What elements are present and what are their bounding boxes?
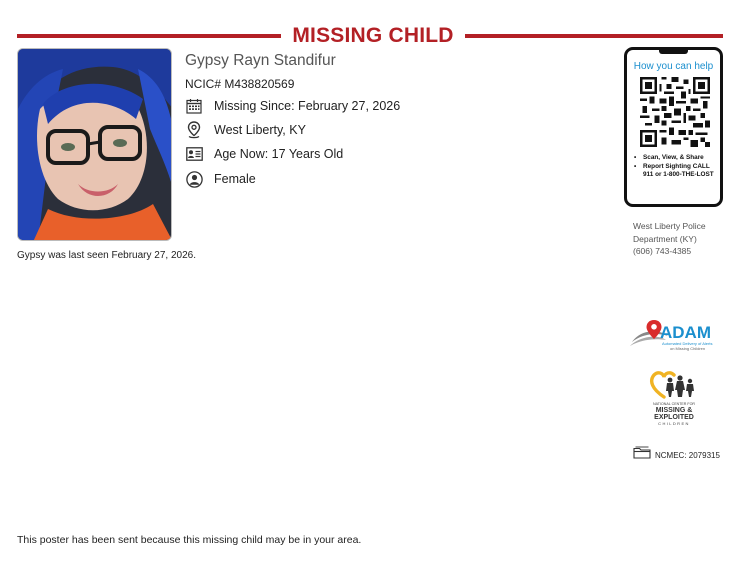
- adam-wordmark: ADAM: [660, 323, 711, 342]
- ncmec-line2: MISSING &: [655, 407, 693, 414]
- id-card-icon: [185, 145, 203, 163]
- last-seen-caption: Gypsy was last seen February 27, 2026.: [17, 250, 196, 261]
- sex-row: [185, 170, 256, 188]
- ncmec-line4: CHILDREN: [658, 421, 690, 426]
- missing-since-row: [185, 97, 400, 115]
- child-photo: [17, 48, 172, 241]
- help-bullets: [632, 154, 716, 180]
- help-panel: [624, 47, 723, 207]
- qr-code[interactable]: [640, 77, 710, 147]
- agency-contact: [633, 220, 733, 258]
- agency-phone: (606) 743-4385: [633, 246, 692, 256]
- agency-name-line2: Department (KY): [633, 233, 697, 244]
- ncmec-case-number: [633, 446, 720, 464]
- help-title: How you can help: [633, 61, 714, 72]
- location-row: [185, 121, 306, 139]
- header-title: MISSING CHILD: [292, 24, 454, 47]
- ncmec-case-text: NCMEC: 2079315: [655, 450, 720, 460]
- header-rule-left: [17, 34, 281, 38]
- adam-tagline-2: on Missing Children: [670, 346, 706, 351]
- age-row: [185, 145, 343, 163]
- ncic-number: NCIC# M438820569: [185, 77, 295, 91]
- folder-icon: [633, 446, 651, 464]
- age-text: Age Now: 17 Years Old: [214, 147, 344, 161]
- ncmec-line3: EXPLOITED: [654, 414, 694, 421]
- ncmec-children-icon: [666, 375, 694, 397]
- map-pin-icon: [185, 121, 203, 139]
- adam-tagline-1: Automated Delivery of Alerts: [662, 341, 713, 346]
- ncmec-line1: NATIONAL CENTER FOR: [653, 402, 695, 406]
- adam-logo: [628, 318, 720, 354]
- footer-notice: This poster has been sent because this missing child may be in your area.: [17, 534, 362, 546]
- child-name: Gypsy Rayn Standifur: [185, 52, 336, 69]
- sex-text: Female: [214, 172, 256, 186]
- ncmec-logo: [646, 369, 702, 429]
- person-icon: [185, 170, 203, 188]
- help-bullet-share: • Scan, View, & Share: [632, 154, 716, 162]
- header-rule-right: [465, 34, 723, 38]
- calendar-icon: [185, 97, 203, 115]
- phone-notch: [659, 50, 688, 54]
- location-text: West Liberty, KY: [214, 123, 306, 137]
- help-bullet-report: • Report Sighting CALL 911 or 1-800-THE-LOST: [632, 163, 716, 179]
- agency-name-line1: West Liberty Police: [633, 221, 706, 231]
- missing-since-text: Missing Since: February 27, 2026: [214, 99, 401, 113]
